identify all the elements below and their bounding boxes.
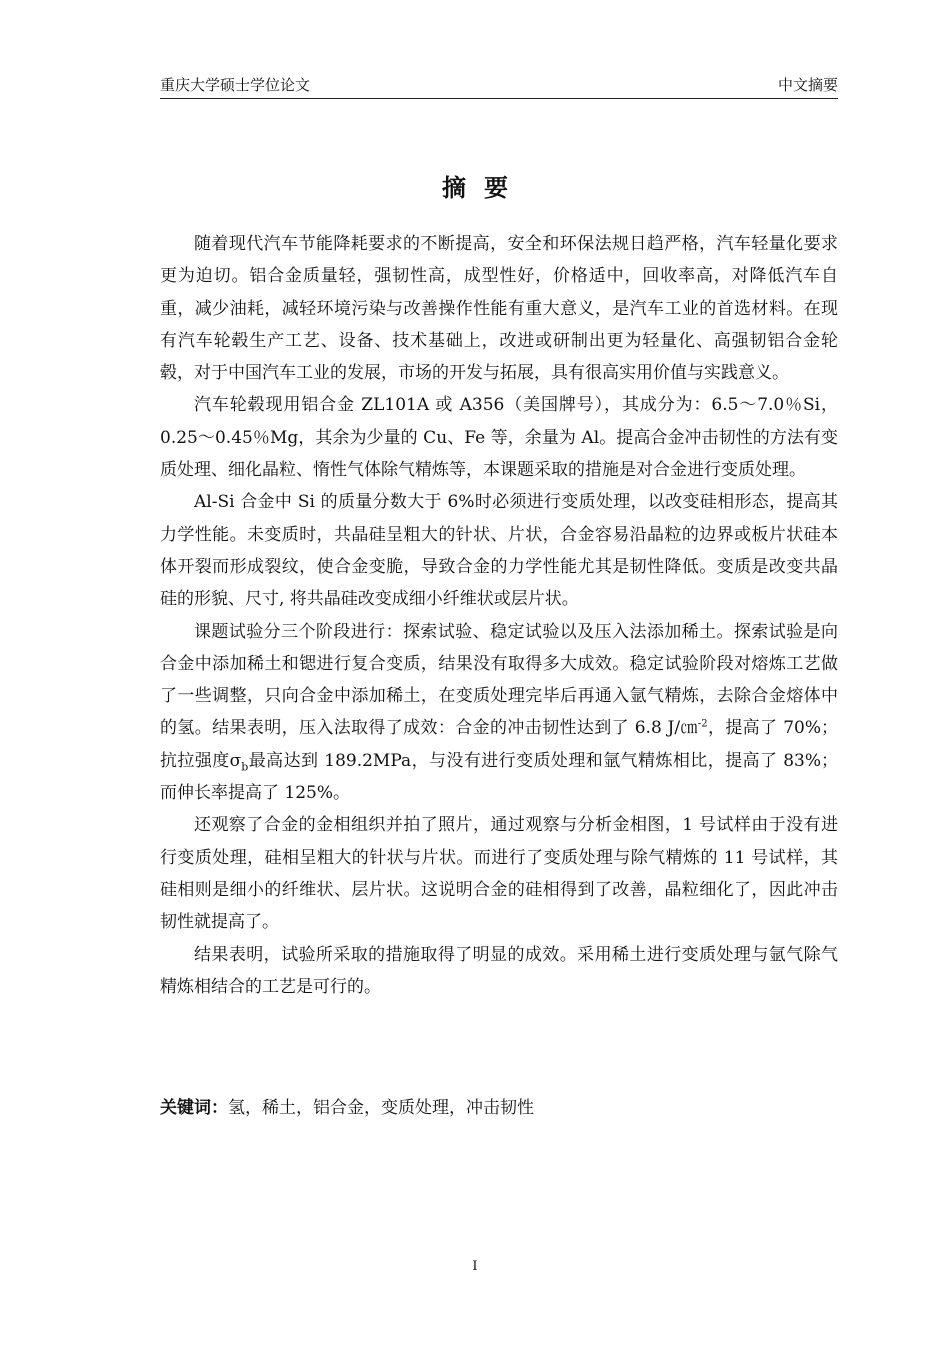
page-number: I (472, 1259, 478, 1274)
paragraph-4-text-c: 最高达到 189.2MPa，与没有进行变质处理和氩气精炼相比，提高了 83%；而伸长率提高了 125%。 (160, 750, 838, 804)
abstract-title: 摘要 (442, 174, 526, 202)
abstract-paragraph-2: 汽车轮毂现用铝合金 ZL101A 或 A356（美国牌号），其成分为：6.5～7.0％Si，0.25～0.45％Mg，其余为少量的 Cu、Fe 等，余量为 Al。提高合金冲击韧性的方法有变质处理、细化晶粒、惰性气体除气精炼等，本课题采取的措施是对合金进行变质处理。 (160, 395, 838, 481)
keywords-line (160, 1094, 838, 1122)
abstract-paragraph-1: 随着现代汽车节能降耗要求的不断提高，安全和环保法规日趋严格，汽车轻量化要求更为迫切。铝合金质量轻，强韧性高，成型性好，价格适中，回收率高，对降低汽车自重，减少油耗，减轻环境污染与改善操作性能有重大意义，是汽车工业的首选材料。在现有汽车轮毂生产工艺、设备、技术基础上，改进或研制出更为轻量化、高强韧铝合金轮毂，对于中国汽车工业的发展，市场的开发与拓展，具有很高实用价值与实践意义。 (160, 234, 838, 384)
paragraph-4-text-b: ，提高了 70%；抗拉强度σ (160, 718, 838, 771)
keywords-label: 关键词 (160, 1098, 211, 1118)
abstract-paragraph-5: 还观察了合金的金相组织并拍了照片，通过观察与分析金相图，1 号试样由于没有进行变质处理，硅相呈粗大的针状与片状。而进行了变质处理与除气精炼的 11 号试样，其硅相则是细小的纤维状、层片状。这说明合金的硅相得到了改善，晶粒细化了，因此冲击韧性就提高了。 (160, 815, 838, 933)
keywords-list: 氢，稀土，铝合金，变质处理，冲击韧性 (228, 1098, 534, 1118)
abstract-paragraph-6: 结果表明，试验所采取的措施取得了明显的成效。采用稀土进行变质处理与氩气除气精炼相结合的工艺是可行的。 (160, 944, 838, 997)
paragraph-4-text-a: 课题试验分三个阶段进行：探索试验、稳定试验以及压入法添加稀土。探索试验是向合金中添加稀土和锶进行复合变质，结果没有取得多大成效。稳定试验阶段对熔炼工艺做了一些调整，只向合金中添加稀土，在变质处理完毕后再通入氩气精炼，去除合金熔体中的氢。结果表明，压入法取得了成效：合金的冲击韧性达到了 6.8 J/㎝ (160, 621, 838, 739)
sigma-subscript: b (241, 760, 249, 774)
abstract-body (160, 228, 838, 1003)
keywords-separator: ： (211, 1098, 228, 1118)
header-section-name: 中文摘要 (777, 76, 838, 94)
abstract-paragraph-3: Al-Si 合金中 Si 的质量分数大于 6%时必须进行变质处理，以改变硅相形态，提高其力学性能。未变质时，共晶硅呈粗大的针状、片状，合金容易沿晶粒的边界或板片状硅本体开裂而形成裂纹，使合金变脆，导致合金的力学性能尤其是韧性降低。变质是改变共晶硅的形貌、尺寸, 将共晶硅改变成细小纤维状或层片状。 (160, 492, 838, 610)
header-thesis-title: 重庆大学硕士学位论文 (160, 76, 311, 94)
unit-superscript: -2 (697, 718, 708, 730)
running-header (160, 74, 838, 99)
abstract-paragraph-4 (160, 616, 838, 810)
